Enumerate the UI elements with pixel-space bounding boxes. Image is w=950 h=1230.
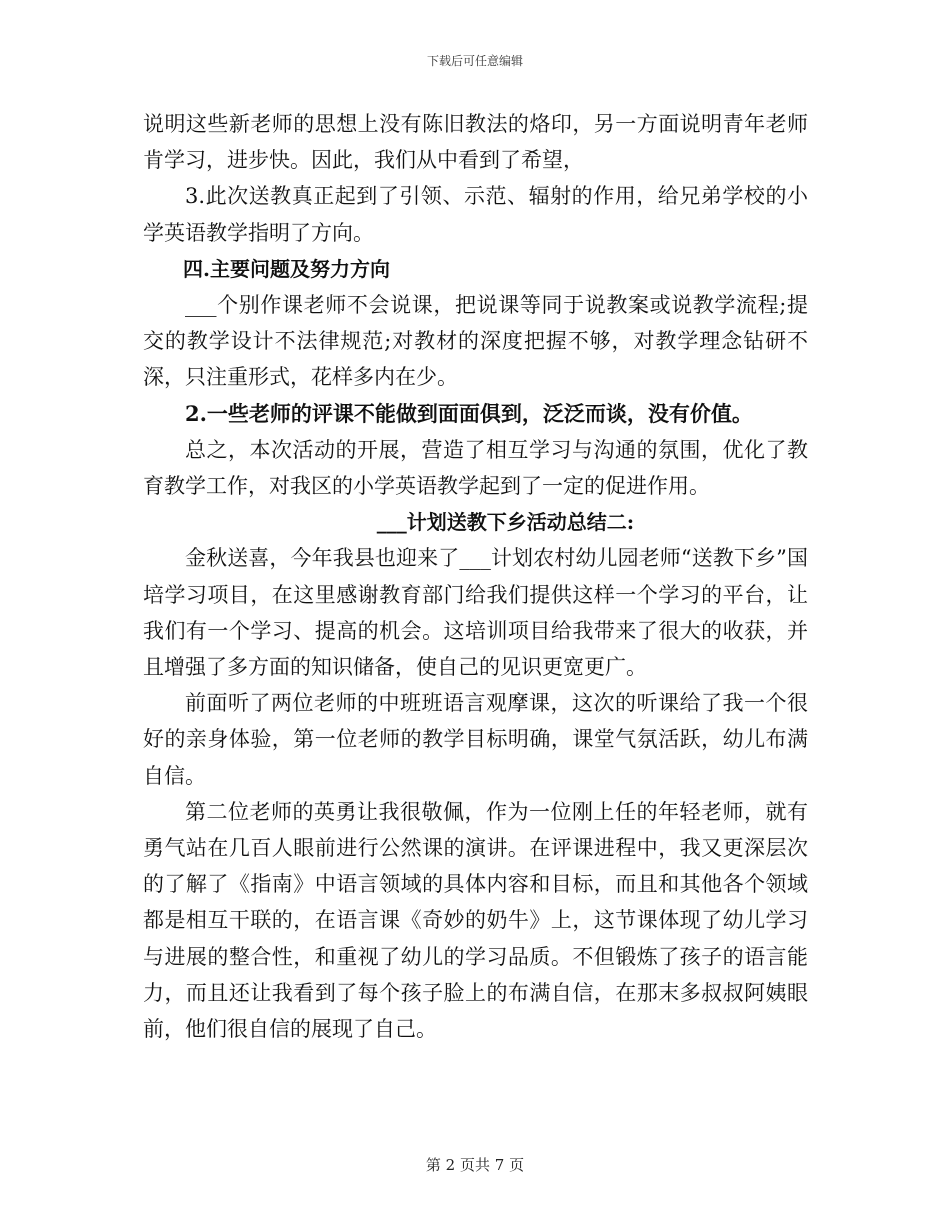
- paragraph-first-teacher: 前面听了两位老师的中班班语言观摩课，这次的听课给了我一个很好的亲身体验，第一位老师的教学目标明确，课堂气氛活跃，幼儿布满自信。: [143, 691, 808, 788]
- section-title-summary-two: ___计划送教下乡活动总结二:: [376, 510, 635, 535]
- paragraph-point-3: 3.此次送教真正起到了引领、示范、辐射的作用，给兄弟学校的小学英语教学指明了方向。: [143, 184, 808, 245]
- paragraph-problem-1: ___个别作课老师不会说课，把说课等同于说教案或说教学流程;提交的教学设计不法律规范;对教材的深度把握不够，对教学理念钻研不深，只注重形式，花样多内在少。: [143, 293, 808, 390]
- paragraph-second-teacher: 第二位老师的英勇让我很敬佩，作为一位刚上任的年轻老师，就有勇气站在几百人眼前进行公然课的演讲。在评课进程中，我又更深层次的了解了《指南》中语言领域的具体内容和目标，而且和其他各个领域都是相互干联的，在语言课《奇妙的奶牛》上，这节课体现了幼儿学习与进展的整合性，和重视了幼儿的学习品质。不但锻炼了孩子的语言能力，而且还让我看到了每个孩子脸上的布满自信，在那末多叔叔阿姨眼前，他们很自信的展现了自己。: [143, 799, 808, 1042]
- paragraph-intro-training: 金秋送喜，今年我县也迎来了___计划农村幼儿园老师“送教下乡”国培学习项目，在这里感谢教育部门给我们提供这样一个学习的平台，让我们有一个学习、提高的机会。这培训项目给我带来了很大的收获，并且增强了多方面的知识储备，使自己的见识更宽更广。: [143, 546, 808, 680]
- paragraph-conclusion: 总之，本次活动的开展，营造了相互学习与沟通的氛围，优化了教育教学工作，对我区的小学英语教学起到了一定的促进作用。: [143, 437, 808, 499]
- paragraph-problem-2: 2.一些老师的评课不能做到面面俱到，泛泛而谈，没有价值。: [185, 400, 753, 426]
- page-footer: 第 2 页共 7 页: [425, 1156, 525, 1174]
- paragraph-continuation: 说明这些新老师的思想上没有陈旧教法的烙印，另一方面说明青年老师肯学习，进步快。因此，我们从中看到了希望，: [143, 112, 808, 173]
- page-header: 下载后可任意编辑: [426, 54, 523, 68]
- document-body: [143, 106, 808, 1047]
- section-heading-problems: 四.主要问题及努力方向: [183, 256, 390, 281]
